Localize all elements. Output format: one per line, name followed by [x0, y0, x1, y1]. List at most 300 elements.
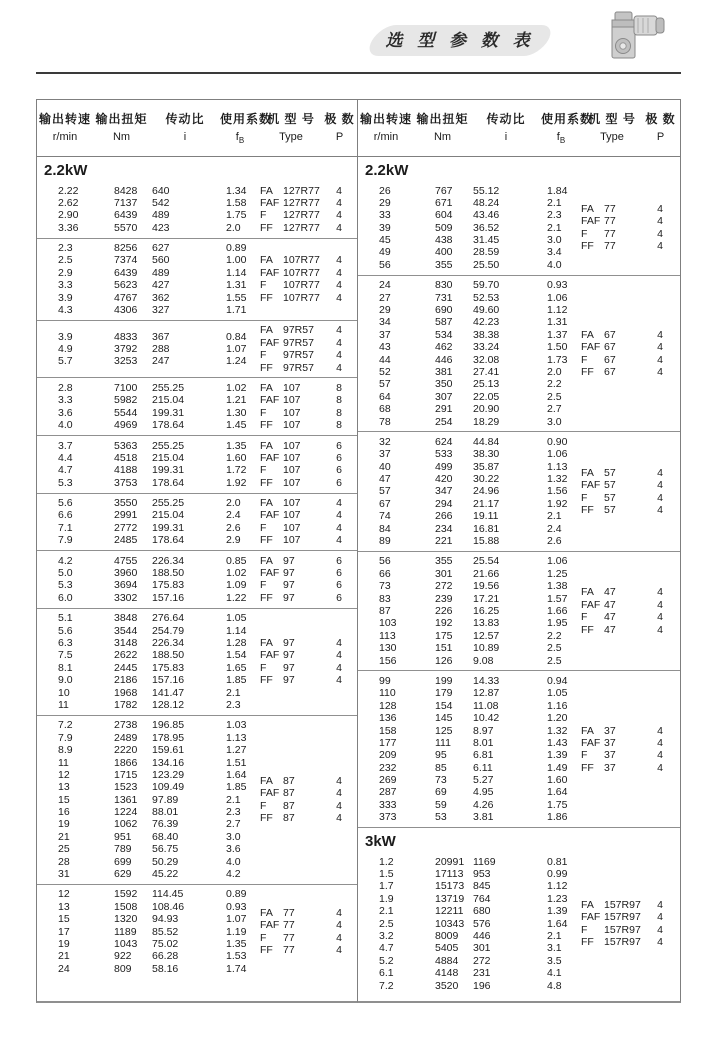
model-prefix: FF [260, 419, 273, 432]
ratio-cell: 8.97 [473, 724, 494, 737]
model-row [260, 419, 357, 431]
data-row [358, 605, 581, 617]
data-row [358, 955, 581, 967]
service-factor-cell: 1.35 [226, 937, 247, 950]
block-rows [37, 331, 260, 368]
service-factor-cell: 1.95 [547, 617, 568, 630]
ratio-cell: 427 [152, 279, 170, 292]
torque-cell: 1968 [114, 686, 138, 699]
pole-count: 4 [336, 661, 342, 674]
block-rows [37, 382, 260, 432]
model-row [581, 354, 678, 366]
model-prefix: FAF [260, 919, 280, 932]
speed-cell: 103 [379, 617, 397, 630]
model-row [581, 329, 678, 341]
model-prefix: F [260, 521, 267, 534]
speed-cell: 33 [379, 209, 391, 222]
torque-cell: 291 [435, 403, 453, 416]
torque-cell: 234 [435, 522, 453, 535]
service-factor-cell: 4.0 [226, 855, 241, 868]
speed-cell: 209 [379, 749, 397, 762]
data-row [358, 905, 581, 917]
speed-cell: 2.5 [379, 917, 394, 930]
torque-cell: 175 [435, 629, 453, 642]
torque-cell: 8009 [435, 929, 459, 942]
torque-cell: 4969 [114, 419, 138, 432]
ratio-cell: 27.41 [473, 365, 500, 378]
service-factor-cell: 1.74 [226, 962, 247, 975]
model-prefix: FAF [260, 567, 280, 580]
ratio-cell: 215.04 [152, 451, 185, 464]
model-row [581, 586, 678, 598]
torque-cell: 5570 [114, 221, 138, 234]
model-row [260, 477, 357, 489]
data-row [37, 687, 260, 699]
column-unit: Nm [433, 131, 452, 144]
model-type: FA 127R77 [260, 184, 320, 197]
model-row [260, 592, 357, 604]
block-rows [358, 436, 581, 548]
speed-cell: 57 [379, 378, 391, 391]
ratio-cell: 764 [473, 892, 491, 905]
ratio-cell: 640 [152, 184, 170, 197]
data-row [358, 403, 581, 415]
model-type: FAF 37 [581, 736, 616, 749]
column-header: 输出扭矩 [416, 112, 469, 127]
data-block [37, 608, 357, 715]
ratio-cell: 8.01 [473, 736, 494, 749]
torque-cell: 192 [435, 617, 453, 630]
torque-cell: 3792 [114, 342, 138, 355]
ratio-cell: 157.16 [152, 591, 185, 604]
data-row [358, 880, 581, 892]
model-row [581, 504, 678, 516]
block-models [581, 203, 678, 253]
ratio-cell: 845 [473, 880, 491, 893]
service-factor-cell: 2.2 [547, 378, 562, 391]
data-row [37, 464, 260, 476]
service-factor-cell: 1.45 [226, 419, 247, 432]
ratio-cell: 226.34 [152, 554, 185, 567]
power-section [358, 157, 680, 827]
model-row [260, 555, 357, 567]
column-unit: $f_B$ [235, 131, 245, 146]
service-factor-cell: 1.00 [226, 254, 247, 267]
speed-cell: 4.7 [379, 942, 394, 955]
model-type: FAF 77 [260, 919, 295, 932]
model-type: F 47 [581, 611, 616, 624]
pole-count: 6 [336, 554, 342, 567]
torque-cell: 294 [435, 497, 453, 510]
data-row [37, 567, 260, 579]
pole-count: 4 [657, 623, 663, 636]
speed-cell: 5.7 [58, 355, 73, 368]
ratio-cell: 276.64 [152, 612, 185, 625]
service-factor-cell: 1.50 [547, 341, 568, 354]
speed-cell: 64 [379, 390, 391, 403]
model-type: FA 107R77 [260, 254, 320, 267]
data-block [37, 181, 357, 238]
model-row [260, 254, 357, 266]
torque-cell: 1508 [114, 900, 138, 913]
service-factor-cell: 1.72 [226, 464, 247, 477]
torque-cell: 3520 [435, 979, 459, 992]
speed-cell: 6.0 [58, 591, 73, 604]
page-title: 选 型 参 数 表 [385, 31, 535, 50]
service-factor-cell: 1.06 [547, 448, 568, 461]
data-row [37, 856, 260, 868]
data-row [37, 625, 260, 637]
speed-cell: 74 [379, 510, 391, 523]
ratio-cell: 255.25 [152, 439, 185, 452]
service-factor-cell: 2.7 [547, 403, 562, 416]
data-row [358, 378, 581, 390]
data-row [358, 918, 581, 930]
data-row [37, 926, 260, 938]
model-prefix: FA [581, 724, 594, 737]
model-type: F 87 [260, 799, 295, 812]
speed-cell: 12 [58, 768, 70, 781]
data-row [358, 568, 581, 580]
data-row [37, 806, 260, 818]
ratio-cell: 22.05 [473, 390, 500, 403]
speed-cell: 52 [379, 365, 391, 378]
ratio-cell: 953 [473, 868, 491, 881]
model-prefix: F [260, 406, 267, 419]
model-prefix: FA [260, 554, 273, 567]
column-unit: Type [600, 131, 624, 144]
power-section [37, 157, 357, 979]
model-type: FF 67 [581, 365, 616, 378]
torque-cell: 1062 [114, 818, 138, 831]
ratio-cell: 25.50 [473, 258, 500, 271]
speed-cell: 45 [379, 234, 391, 247]
data-row [37, 209, 260, 221]
torque-cell: 301 [435, 567, 453, 580]
block-rows [358, 279, 581, 428]
ratio-cell: 367 [152, 330, 170, 343]
torque-cell: 347 [435, 485, 453, 498]
torque-cell: 731 [435, 291, 453, 304]
speed-cell: 29 [379, 304, 391, 317]
ratio-cell: 48.24 [473, 196, 500, 209]
torque-cell: 199 [435, 674, 453, 687]
pole-count: 4 [336, 944, 342, 957]
ratio-cell: 489 [152, 209, 170, 222]
service-factor-cell: 1.64 [547, 786, 568, 799]
model-prefix: FAF [260, 266, 280, 279]
torque-cell: 226 [435, 605, 453, 617]
ratio-cell: 542 [152, 196, 170, 209]
torque-cell: 355 [435, 258, 453, 271]
ratio-cell: 5.27 [473, 774, 494, 787]
model-prefix: FF [581, 936, 594, 949]
speed-cell: 24 [379, 279, 391, 292]
data-row [37, 950, 260, 962]
data-row [37, 534, 260, 546]
data-row [358, 655, 581, 667]
model-type: FAF 77 [581, 215, 616, 228]
data-row [358, 366, 581, 378]
data-row [37, 888, 260, 900]
service-factor-cell: 2.2 [547, 629, 562, 642]
model-prefix: FA [260, 324, 273, 337]
torque-cell: 420 [435, 473, 453, 486]
model-row [581, 240, 678, 252]
ratio-cell: 25.13 [473, 378, 500, 391]
service-factor-cell: 3.4 [547, 246, 562, 259]
ratio-cell: 175.83 [152, 661, 185, 674]
torque-cell: 7100 [114, 381, 138, 394]
column-header: 使用系数 [220, 112, 273, 127]
service-factor-cell: 1.06 [547, 555, 568, 568]
data-row [37, 579, 260, 591]
service-factor-cell: 1.60 [226, 451, 247, 464]
service-factor-cell: 2.3 [226, 698, 241, 711]
model-row [581, 599, 678, 611]
data-row [37, 242, 260, 254]
model-row [581, 467, 678, 479]
model-type: FAF 97 [260, 649, 295, 662]
pole-count: 6 [336, 439, 342, 452]
model-row [260, 292, 357, 304]
service-factor-cell: 4.1 [547, 967, 562, 980]
service-factor-cell: 1.60 [547, 774, 568, 787]
torque-cell: 499 [435, 460, 453, 473]
speed-cell: 333 [379, 798, 397, 811]
data-row [358, 942, 581, 954]
service-factor-cell: 1.22 [226, 591, 247, 604]
data-row [37, 555, 260, 567]
pole-count: 6 [336, 579, 342, 592]
header-rule [36, 72, 681, 74]
torque-cell: 239 [435, 592, 453, 605]
pole-count: 4 [657, 203, 663, 216]
column-unit: $f_B$ [556, 131, 566, 146]
pole-count: 4 [657, 611, 663, 624]
ratio-cell: 55.12 [473, 184, 500, 197]
service-factor-cell: 1.38 [547, 580, 568, 593]
data-block [37, 550, 357, 608]
service-factor-cell: 1.51 [226, 756, 247, 769]
torque-cell: 17113 [435, 868, 464, 881]
column-header: 极 数 [645, 112, 676, 127]
service-factor-cell: 1.20 [547, 712, 568, 725]
speed-cell: 21 [58, 950, 70, 963]
speed-cell: 1.7 [379, 880, 394, 893]
torque-cell: 1715 [114, 768, 138, 781]
torque-cell: 1320 [114, 913, 138, 926]
block-models [260, 637, 357, 687]
pole-count: 4 [336, 497, 342, 510]
speed-cell: 5.3 [58, 579, 73, 592]
pole-count: 4 [336, 291, 342, 304]
speed-cell: 15 [58, 913, 70, 926]
model-row [260, 674, 357, 686]
torque-cell: 69 [435, 786, 447, 799]
torque-cell: 6439 [114, 209, 138, 222]
speed-cell: 4.2 [58, 554, 73, 567]
torque-cell: 2622 [114, 649, 138, 662]
data-block [358, 670, 680, 827]
service-factor-cell: 2.1 [226, 793, 241, 806]
ratio-cell: 159.61 [152, 744, 185, 757]
column-header: 极 数 [324, 112, 355, 127]
data-block [37, 715, 357, 884]
block-rows [37, 612, 260, 711]
speed-cell: 2.3 [58, 242, 73, 255]
model-type: FF 57 [581, 504, 616, 517]
data-row [358, 893, 581, 905]
block-models [260, 185, 357, 235]
speed-cell: 3.3 [58, 394, 73, 407]
model-type: FF 77 [581, 240, 616, 253]
pole-count: 4 [657, 923, 663, 936]
service-factor-cell: 0.81 [547, 855, 568, 868]
data-row [358, 856, 581, 868]
torque-cell: 266 [435, 510, 453, 523]
model-prefix: FA [581, 203, 594, 216]
table-header [37, 100, 357, 157]
speed-cell: 47 [379, 473, 391, 486]
service-factor-cell: 2.4 [547, 522, 562, 535]
torque-cell: 2991 [114, 509, 138, 522]
pole-count: 4 [336, 931, 342, 944]
data-row [358, 700, 581, 712]
model-type: F 67 [581, 353, 616, 366]
model-prefix: FAF [260, 787, 280, 800]
pole-count: 4 [336, 919, 342, 932]
pole-count: 4 [336, 349, 342, 362]
data-block [37, 435, 357, 493]
service-factor-cell: 2.1 [226, 686, 241, 699]
block-models [260, 440, 357, 490]
torque-cell: 830 [435, 279, 453, 292]
speed-cell: 130 [379, 642, 397, 655]
torque-cell: 73 [435, 774, 447, 787]
model-row [581, 936, 678, 948]
speed-cell: 156 [379, 654, 397, 667]
block-models [260, 382, 357, 432]
model-prefix: FAF [260, 394, 280, 407]
torque-cell: 3848 [114, 612, 138, 625]
data-block [37, 377, 357, 435]
pole-count: 4 [336, 254, 342, 267]
torque-cell: 2220 [114, 744, 138, 757]
data-row [358, 630, 581, 642]
ratio-cell: 196.85 [152, 719, 185, 732]
model-type: FA 37 [581, 724, 616, 737]
torque-cell: 2485 [114, 534, 138, 547]
service-factor-cell: 1.84 [547, 184, 568, 197]
service-factor-cell: 1.21 [226, 394, 247, 407]
torque-cell: 1866 [114, 756, 138, 769]
speed-cell: 40 [379, 460, 391, 473]
service-factor-cell: 1.66 [547, 605, 568, 617]
service-factor-cell: 2.9 [226, 534, 241, 547]
data-row [37, 304, 260, 316]
data-row [358, 712, 581, 724]
service-factor-cell: 1.85 [226, 674, 247, 687]
data-row [37, 732, 260, 744]
data-row [37, 254, 260, 266]
speed-cell: 269 [379, 774, 397, 787]
speed-cell: 6.1 [379, 967, 394, 980]
model-prefix: FF [581, 240, 594, 253]
torque-cell: 951 [114, 830, 132, 843]
ratio-cell: 231 [473, 967, 491, 980]
model-prefix: FA [581, 466, 594, 479]
data-row [358, 774, 581, 786]
column-header: 输出转速 [38, 112, 91, 127]
data-row [358, 234, 581, 246]
block-models [260, 555, 357, 605]
block-rows [358, 856, 581, 992]
model-prefix: FA [581, 899, 594, 911]
torque-cell: 3694 [114, 579, 138, 592]
torque-cell: 111 [435, 736, 451, 749]
service-factor-cell: 1.12 [547, 304, 568, 317]
model-prefix: FAF [260, 451, 280, 464]
ratio-cell: 12.57 [473, 629, 500, 642]
speed-cell: 8.9 [58, 744, 73, 757]
service-factor-cell: 1.12 [547, 880, 568, 893]
speed-cell: 66 [379, 567, 391, 580]
data-row [37, 331, 260, 343]
data-row [358, 799, 581, 811]
model-prefix: FF [260, 221, 273, 234]
torque-cell: 462 [435, 341, 453, 354]
speed-cell: 68 [379, 403, 391, 416]
torque-cell: 350 [435, 378, 453, 391]
speed-cell: 3.36 [58, 221, 79, 234]
torque-cell: 151 [435, 642, 453, 655]
model-prefix: FA [581, 586, 594, 599]
model-prefix: FF [581, 365, 594, 378]
pole-count: 8 [336, 381, 342, 394]
ratio-cell: 49.60 [473, 304, 500, 317]
model-row [260, 812, 357, 824]
model-type: FA 67 [581, 328, 616, 341]
speed-cell: 2.9 [58, 266, 73, 279]
model-row [260, 567, 357, 579]
table-header-row-units [37, 131, 357, 145]
service-factor-cell: 1.56 [547, 485, 568, 498]
pole-count: 8 [336, 406, 342, 419]
speed-cell: 3.3 [58, 279, 73, 292]
data-row [358, 642, 581, 654]
speed-cell: 4.9 [58, 342, 73, 355]
ratio-cell: 157.16 [152, 674, 185, 687]
service-factor-cell: 1.05 [226, 612, 247, 625]
model-row [260, 637, 357, 649]
model-row [581, 341, 678, 353]
data-row [37, 843, 260, 855]
speed-cell: 11 [58, 698, 69, 711]
ratio-cell: 109.49 [152, 781, 185, 794]
service-factor-cell: 1.35 [226, 439, 247, 452]
model-type: FF 127R77 [260, 221, 320, 234]
model-type: FAF 107 [260, 509, 301, 522]
model-prefix: FF [581, 623, 594, 636]
pole-count: 4 [336, 509, 342, 522]
torque-cell: 8428 [114, 184, 138, 197]
column-header: 传动比 [486, 112, 526, 127]
data-row [358, 786, 581, 798]
data-row [358, 485, 581, 497]
data-row [358, 246, 581, 258]
block-models [260, 254, 357, 304]
